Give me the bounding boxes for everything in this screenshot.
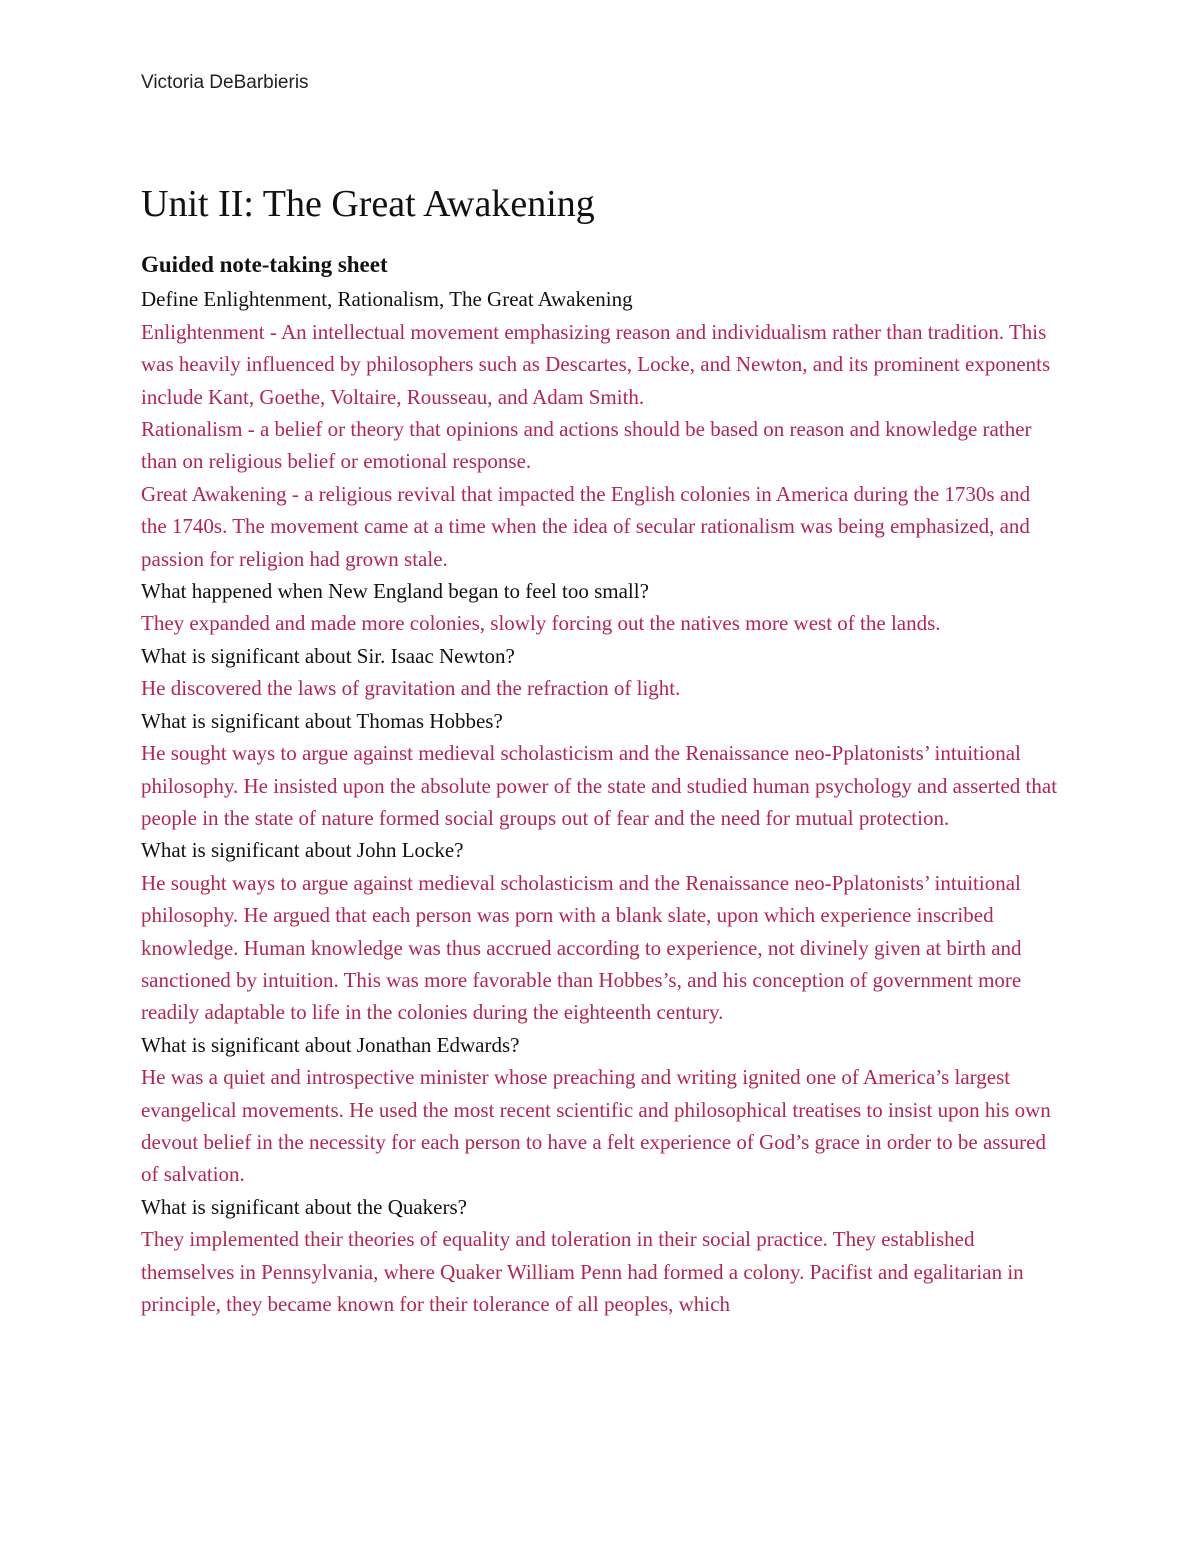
answer-john-locke: He sought ways to argue against medieval scholasticism and the Renaissance neo-Pplatonists’ intuitional philosophy. He argued that each person was porn with a blank slate, upon which experience inscribed knowledge. Human knowledge was thus accrued according to experience, not divinely given at birth and sanctioned by intuition. This was more favorable than Hobbes’s, and his conception of government more readily adaptable to life in the colonies during the eighteenth century.: [141, 870, 1022, 1025]
question-thomas-hobbes: What is significant about Thomas Hobbes?: [141, 708, 503, 733]
answer-isaac-newton: He discovered the laws of gravitation and the refraction of light.: [141, 676, 681, 701]
answer-new-england: They expanded and made more colonies, slowly forcing out the natives more west of the lands.: [141, 611, 941, 636]
answer-thomas-hobbes: He sought ways to argue against medieval scholasticism and the Renaissance neo-Pplatonists’ intuitional philosophy. He insisted upon the absolute power of the state and studied human psychology and asserted that people in the state of nature formed social groups out of fear and the need for mutual protection.: [141, 741, 1058, 830]
document-body: [141, 249, 1061, 1320]
document-subtitle: Guided note-taking sheet: [141, 252, 388, 277]
answer-rationalism: Rationalism - a belief or theory that opinions and actions should be based on reason and knowledge rather than on religious belief or emotional response.: [141, 417, 1032, 474]
answer-quakers: They implemented their theories of equality and toleration in their social practice. They established themselves in Pennsylvania, where Quaker William Penn had formed a colony. Pacifist and egalitarian in principle, they became known for their tolerance of all peoples, which: [141, 1227, 1024, 1316]
question-john-locke: What is significant about John Locke?: [141, 838, 464, 863]
answer-enlightenment: Enlightenment - An intellectual movement emphasizing reason and individualism rather than tradition. This was heavily influenced by philosophers such as Descartes, Locke, and Newton, and its prominent exponents include Kant, Goethe, Voltaire, Rousseau, and Adam Smith.: [141, 319, 1051, 409]
question-define-terms: Define Enlightenment, Rationalism, The Great Awakening: [141, 287, 633, 312]
question-new-england: What happened when New England began to feel too small?: [141, 579, 649, 604]
author-name: Victoria DeBarbieris: [141, 72, 309, 93]
question-quakers: What is significant about the Quakers?: [141, 1194, 467, 1219]
question-jonathan-edwards: What is significant about Jonathan Edwards?: [141, 1032, 520, 1057]
answer-jonathan-edwards: He was a quiet and introspective minister whose preaching and writing ignited one of America’s largest evangelical movements. He used the most recent scientific and philosophical treatises to insist upon his own devout belief in the necessity for each person to have a felt experience of God’s grace in order to be assured of salvation.: [141, 1065, 1051, 1187]
document-title: Unit II: The Great Awakening: [141, 183, 595, 225]
answer-great-awakening: Great Awakening - a religious revival that impacted the English colonies in America during the 1730s and the 1740s. The movement came at a time when the idea of secular rationalism was being emphasized, and passion for religion had grown stale.: [141, 481, 1031, 571]
question-isaac-newton: What is significant about Sir. Isaac Newton?: [141, 643, 515, 668]
